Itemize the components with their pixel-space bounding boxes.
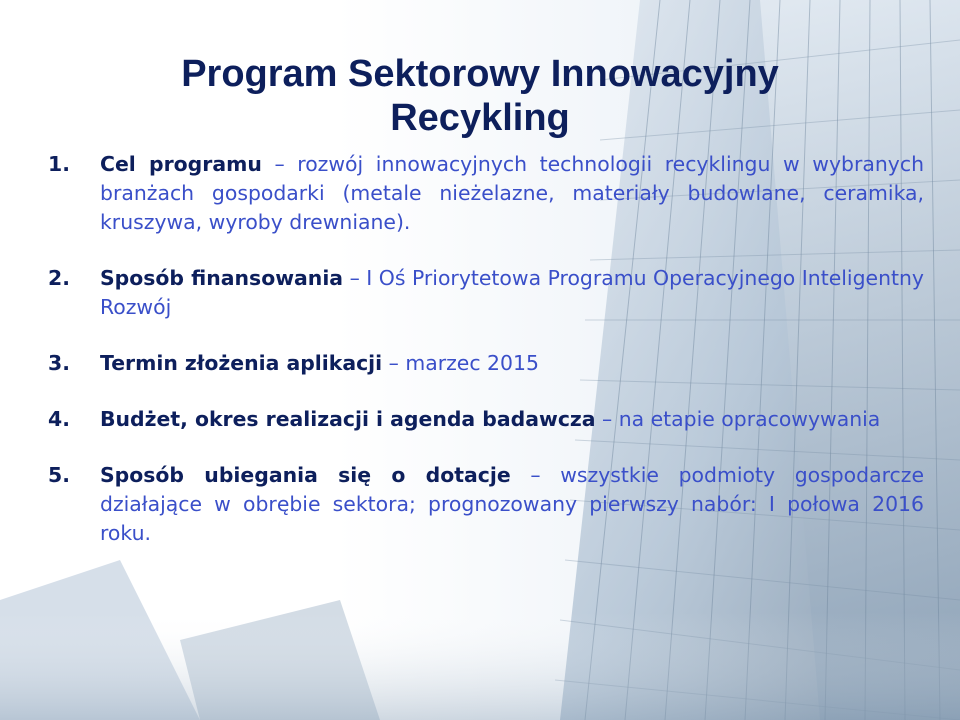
list-text: marzec 2015 — [405, 351, 539, 375]
list-number: 5. — [48, 463, 70, 487]
list-text: rozwój innowacyjnych technologii recyklingu w wybranych branżach gospodarki (metale nieżelazne, materiały budowlane, ceramika, kruszywa, wyroby drewniane). — [100, 152, 924, 234]
slide-title — [0, 52, 960, 140]
list-number: 3. — [48, 351, 70, 375]
title-line-2: Recykling — [390, 97, 570, 139]
list-keyword: Sposób ubiegania się o dotacje — [100, 463, 511, 487]
list-keyword: Sposób finansowania — [100, 266, 344, 290]
list-dash: – — [382, 351, 406, 375]
list-dash: – — [261, 152, 298, 176]
list-dash: – — [595, 407, 619, 431]
list-keyword: Budżet, okres realizacji i agenda badawcza — [100, 407, 596, 431]
list-number: 2. — [48, 266, 70, 290]
list-item-2 — [48, 264, 924, 322]
list-text: I Oś Priorytetowa Programu Operacyjnego Inteligentny Rozwój — [100, 266, 924, 319]
list-keyword: Termin złożenia aplikacji — [100, 351, 383, 375]
list-text: wszystkie podmioty gospodarcze działające w obrębie sektora; prognozowany pierwszy nabór: I połowa 2016 roku. — [100, 463, 924, 545]
list-item-5 — [48, 461, 924, 548]
list-number: 4. — [48, 407, 70, 431]
list-number: 1. — [48, 152, 70, 176]
list-item-4 — [48, 405, 924, 434]
list-item-3 — [48, 349, 924, 378]
list-dash: – — [510, 463, 561, 487]
list-dash: – — [343, 266, 367, 290]
title-line-1: Program Sektorowy Innowacyjny — [181, 53, 779, 95]
list-item-1 — [48, 150, 924, 237]
numbered-list — [48, 150, 924, 575]
list-keyword: Cel programu — [100, 152, 262, 176]
list-text: na etapie opracowywania — [618, 407, 881, 431]
